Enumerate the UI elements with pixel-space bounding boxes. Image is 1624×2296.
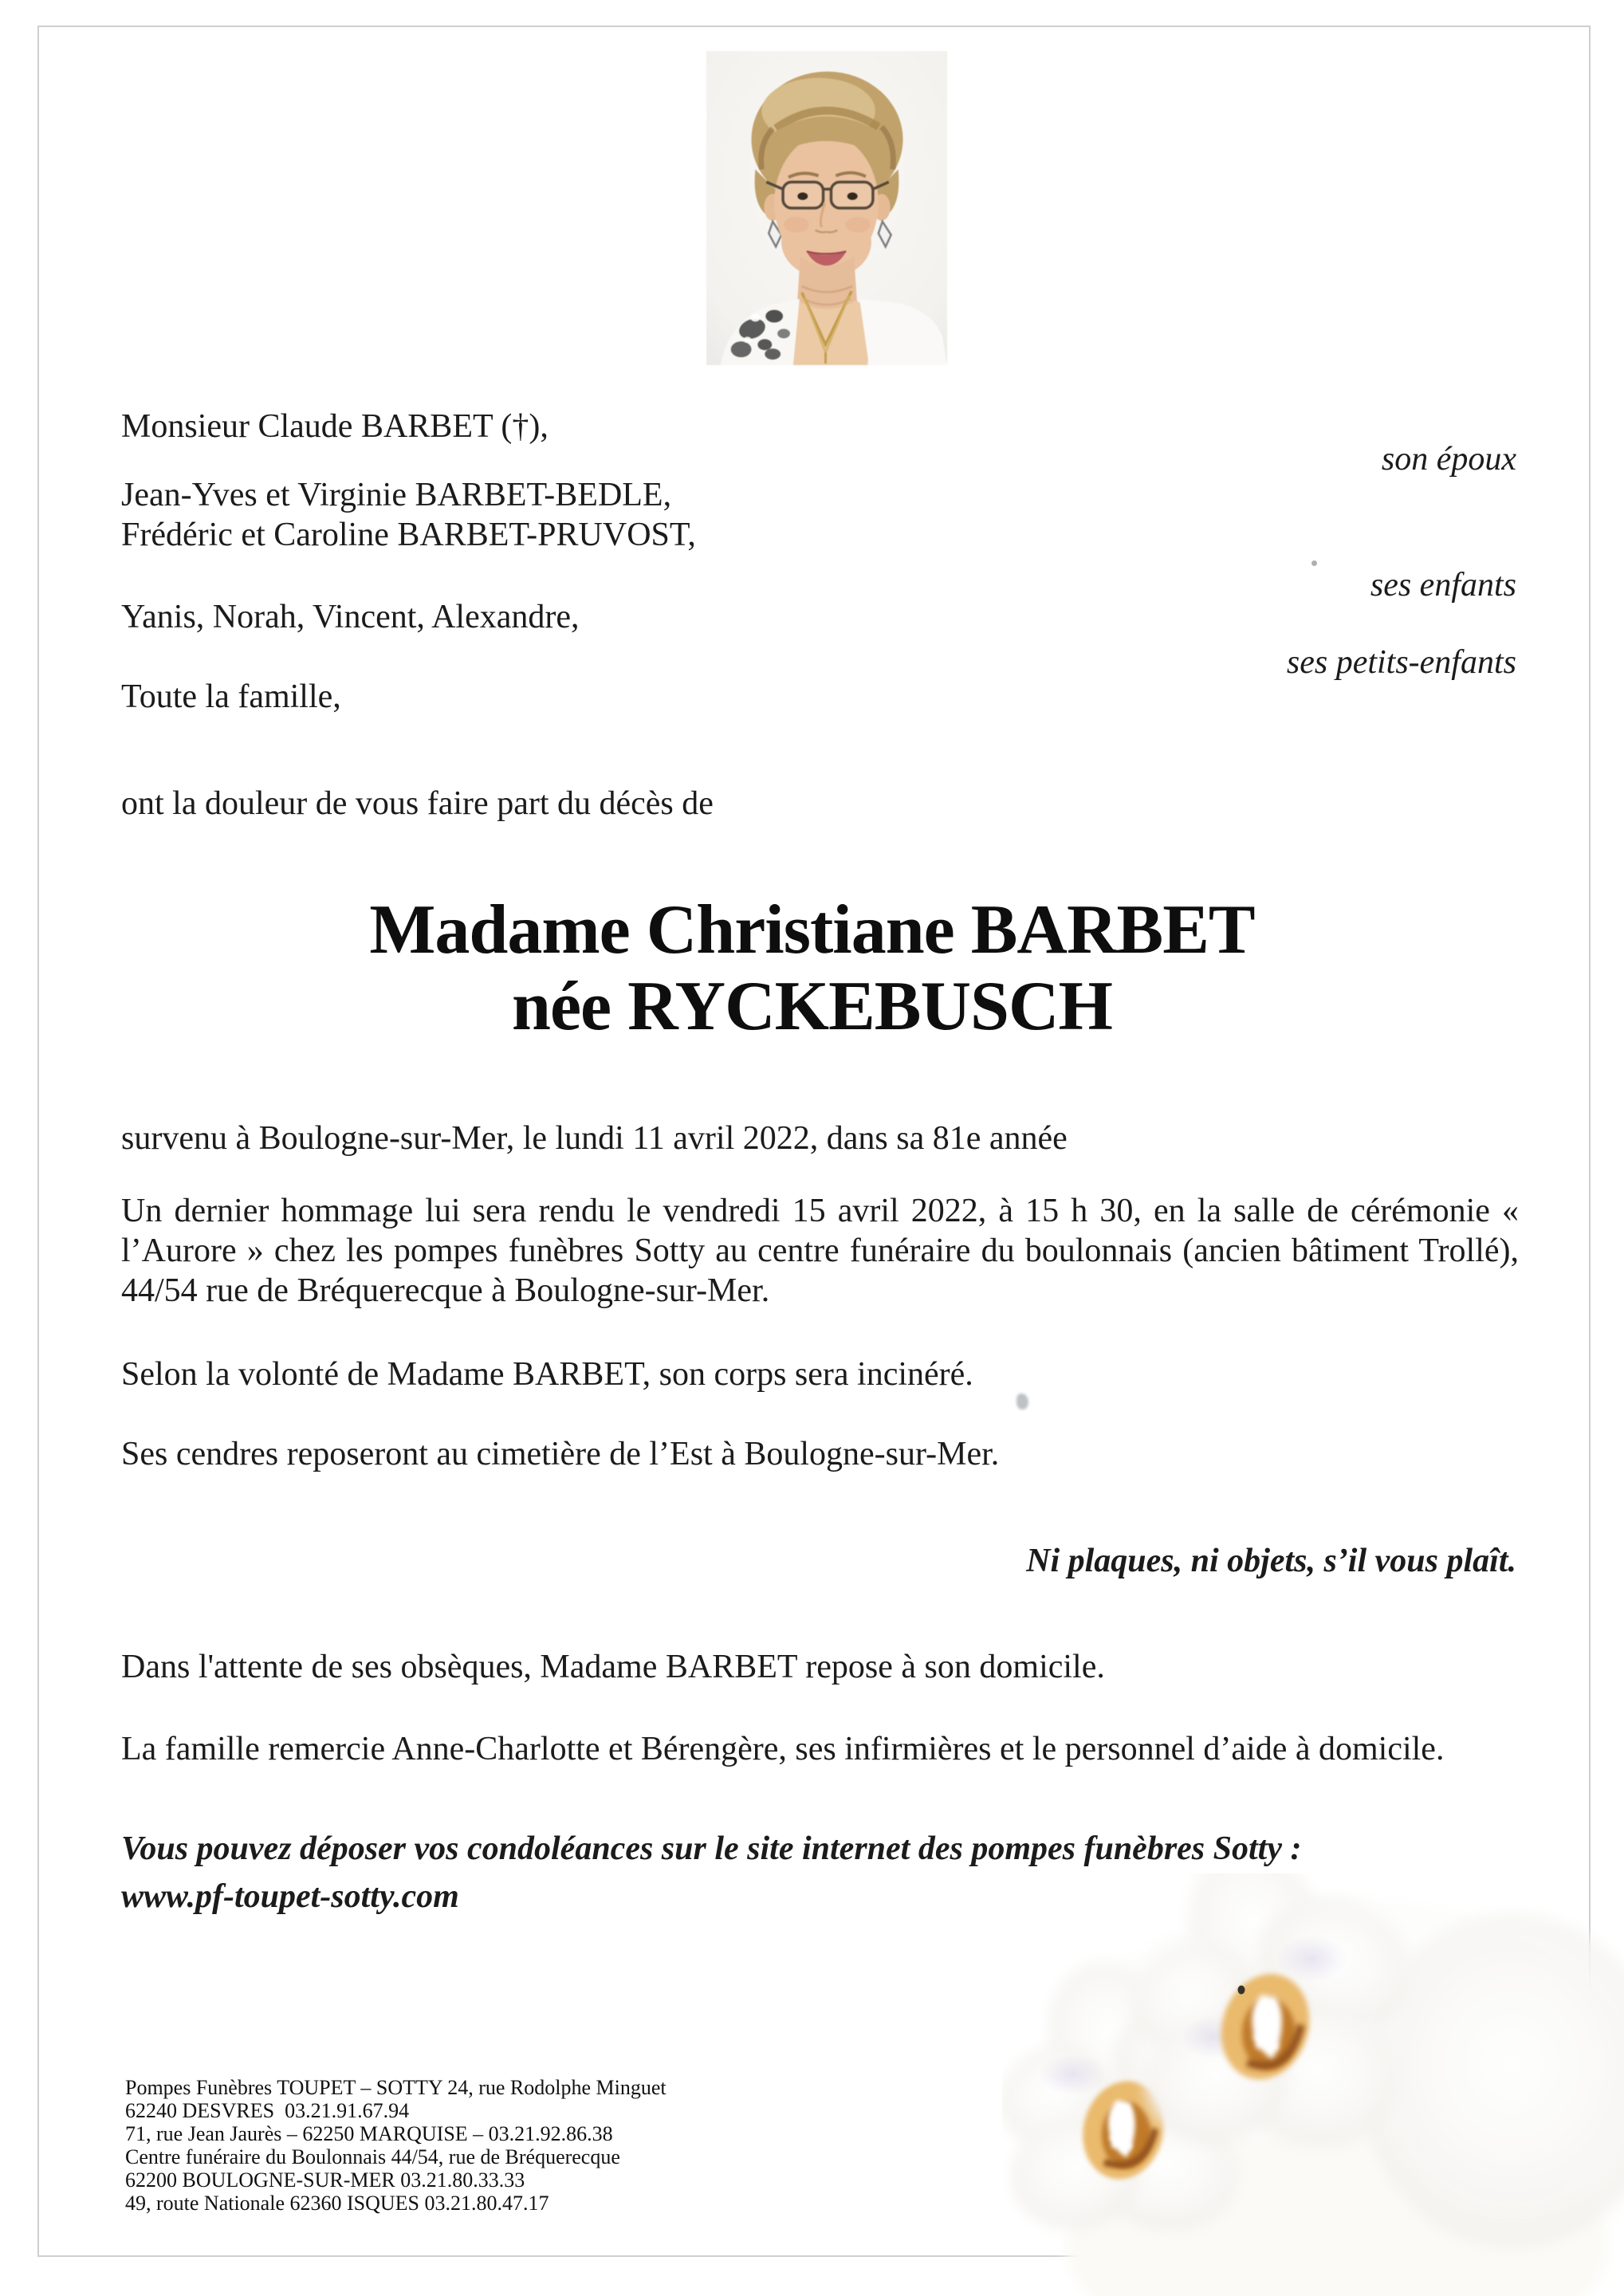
repose-line: Dans l'attente de ses obsèques, Madame BARBET repose à son domicile. [121,1649,1105,1685]
children-relation-label: ses enfants [1370,567,1516,603]
children-line-1: Jean-Yves et Virginie BARBET-BEDLE, [121,477,672,513]
condolences-invitation: Vous pouvez déposer vos condoléances sur le site internet des pompes funèbres Sotty : [121,1830,1302,1867]
cremation-line: Selon la volonté de Madame BARBET, son corps sera incinéré. [121,1356,973,1393]
family-line: Toute la famille, [121,678,341,715]
death-date-line: survenu à Boulogne-sur-Mer, le lundi 11 avril 2022, dans sa 81e année [121,1120,1068,1157]
funeral-home-address-1: Pompes Funèbres TOUPET – SOTTY 24, rue Rodolphe Minguet [125,2076,667,2099]
orchid-flowers-illustration [1002,1873,1624,2296]
condolences-website: www.pf-toupet-sotty.com [121,1878,459,1915]
spouse-relation-label: son époux [1381,441,1516,478]
funeral-home-address-5: 62200 BOULOGNE-SUR-MER 03.21.80.33.33 [125,2168,525,2192]
funeral-home-address-6: 49, route Nationale 62360 ISQUES 03.21.80.47.17 [125,2192,549,2215]
grandchildren-line: Yanis, Norah, Vincent, Alexandre, [121,599,580,635]
thanks-line: La famille remercie Anne-Charlotte et Bérengère, ses infirmières et le personnel d’aide à domicile. [121,1731,1445,1767]
portrait-photo-illustration [706,51,947,365]
spouse-line: Monsieur Claude BARBET (†), [121,408,549,445]
scan-speck [1311,560,1317,566]
grandchildren-relation-label: ses petits-enfants [1286,644,1516,681]
deceased-name-line2: née RYCKEBUSCH [512,968,1112,1045]
announcement-intro: ont la douleur de vous faire part du décès de [121,785,714,822]
funeral-home-address-2: 62240 DESVRES 03.21.91.67.94 [125,2099,410,2122]
ashes-line: Ses cendres reposeront au cimetière de l’Est à Boulogne-sur-Mer. [121,1436,1000,1472]
no-plaques-request: Ni plaques, ni objets, s’il vous plaît. [1026,1543,1516,1579]
scan-speck [1016,1394,1028,1409]
portrait-photo [706,51,947,365]
funeral-home-address-3: 71, rue Jean Jaurès – 62250 MARQUISE – 03.21.92.86.38 [125,2122,613,2145]
tribute-paragraph: Un dernier hommage lui sera rendu le vendredi 15 avril 2022, à 15 h 30, en la salle de cérémonie « l’Aurore » chez les pompes funèbres Sotty au centre funéraire du boulonnais (ancien bâtiment Trollé), 44/54 rue de Bréquerecque à Boulogne-sur-Mer. [121,1193,1519,1309]
orchid-flowers [1002,1873,1624,2296]
deceased-name-line1: Madame Christiane BARBET [369,891,1255,969]
children-line-2: Frédéric et Caroline BARBET-PRUVOST, [121,517,696,553]
funeral-home-address-4: Centre funéraire du Boulonnais 44/54, rue de Bréquerecque [125,2145,620,2168]
deceased-name-title [0,892,1624,1045]
